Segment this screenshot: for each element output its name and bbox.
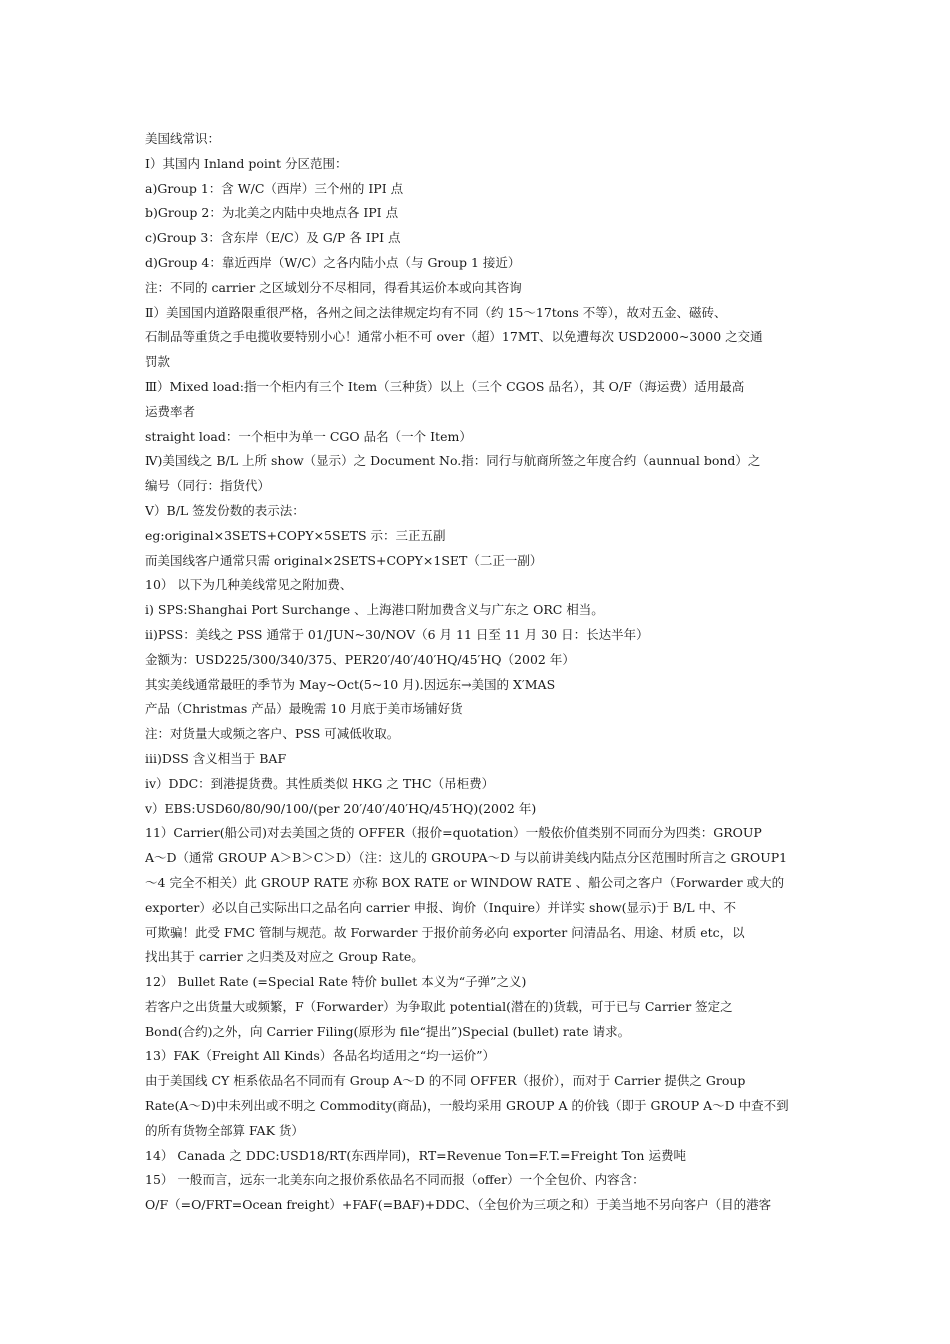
text-line: 12） Bullet Rate (=Special Rate 特价 bullet 本义为“子弹”之义) xyxy=(145,974,527,990)
text-line: ⅴ）EBS:USD60/80/90/100/(per 20′/40′/40′HQ/45′HQ)(2002 年) xyxy=(145,800,537,816)
text-line: 找出其于 carrier 之归类及对应之 Group Rate。 xyxy=(145,949,424,965)
text-line: A～D（通常 GROUP A＞B＞C＞D）（注：这儿的 GROUPA～D 与以前讲美线内陆点分区范围时所言之 GROUP1 xyxy=(145,850,788,866)
text-line: a)Group 1：含 W/C（西岸）三个州的 IPI 点 xyxy=(145,180,404,196)
text-line: 11）Carrier(船公司)对去美国之货的 OFFER（报价=quotation）一般依价值类别不同而分为四类：GROUP xyxy=(145,825,762,841)
text-line: 美国线常识： xyxy=(145,131,221,146)
text-line: Ⅱ）美国国内道路限重很严格，各州之间之法律规定均有不同（约 15～17tons 不等），故对五金、磁砖、 xyxy=(145,304,727,320)
text-line: ⅳ）DDC：到港提货费。其性质类似 HKG 之 THC（吊柜费） xyxy=(145,775,495,791)
text-line: 15） 一般而言，远东一北美东向之报价系依品名不同而报（offer）一个全包价、内容含： xyxy=(145,1172,645,1188)
text-line: straight load：一个柜中为单一 CGO 品名（一个 Item） xyxy=(145,428,472,444)
text-line: c)Group 3：含东岸（E/C）及 G/P 各 IPI 点 xyxy=(145,230,401,246)
text-line: 10） 以下为几种美线常见之附加费、 xyxy=(145,577,353,593)
text-line: 罚款 xyxy=(145,354,171,370)
text-line: Ⅲ）Mixed load:指一个柜内有三个 Item（三种货）以上（三个 CGOS 品名），其 O/F（海运费）适用最高 xyxy=(145,378,745,394)
text-line: Ⅴ）B/L 签发份数的表示法： xyxy=(145,502,305,518)
text-line: 13）FAK（Freight All Kinds）各品名均适用之“均一运价”） xyxy=(145,1048,496,1064)
text-line: Bond(合约)之外，向 Carrier Filing(原形为 file“提出”)Special (bullet) rate 请求。 xyxy=(145,1023,631,1039)
text-line: 注：不同的 carrier 之区域划分不尽相同，得看其运价本或向其咨询 xyxy=(145,279,522,295)
document-body xyxy=(145,127,810,1218)
text-line: 注：对货量大或频之客户、PSS 可减低收取。 xyxy=(145,726,400,742)
text-line: eg:original×3SETS+COPY×5SETS 示：三正五副 xyxy=(145,527,446,543)
text-line: 石制品等重货之手电揽收要特别小心！通常小柜不可 over（超）17MT、以免遭每次 USD2000~3000 之交通 xyxy=(145,329,763,345)
text-line: 运费率者 xyxy=(145,403,196,419)
text-line: d)Group 4：靠近西岸（W/C）之各内陆小点（与 Group 1 接近） xyxy=(145,254,521,270)
text-line: i) SPS:Shanghai Port Surchange 、上海港口附加费含义与广东之 ORC 相当。 xyxy=(145,602,604,618)
text-line: 金额为：USD225/300/340/375、PER20′/40′/40′HQ/45′HQ（2002 年） xyxy=(145,651,575,667)
text-line: 若客户之出货量大或频繁，F（Forwarder）为争取此 potential(潜在的)货载，可于已与 Carrier 签定之 xyxy=(145,998,733,1014)
text-line: 其实美线通常最旺的季节为 May~Oct(5~10 月).因远东→美国的 X′MAS xyxy=(145,676,556,692)
text-line: ～4 完全不相关）此 GROUP RATE 亦称 BOX RATE or WINDOW RATE 、船公司之客户（Forwarder 或大的 xyxy=(145,874,785,890)
text-line: Rate(A～D)中未列出或不明之 Commodity(商品)，一般均采用 GROUP A 的价钱（即于 GROUP A～D 中查不到 xyxy=(145,1098,789,1114)
text-line: 14） Canada 之 DDC:USD18/RT(东西岸同)，RT=Revenue Ton=F.T.=Freight Ton 运费吨 xyxy=(145,1147,686,1163)
text-line: ii)PSS：美线之 PSS 通常于 01/JUN~30/NOV（6 月 11 日至 11 月 30 日：长达半年） xyxy=(145,626,649,642)
text-line: Ⅳ)美国线之 B/L 上所 show（显示）之 Document No.指：同行与航商所签之年度合约（aunnual bond）之 xyxy=(145,453,761,469)
text-line: exporter）必以自己实际出口之品名向 carrier 申报、询价（Inquire）并详实 show(显示)于 B/L 中、不 xyxy=(145,899,737,915)
text-line: 可欺骗！此受 FMC 管制与规范。故 Forwarder 于报价前务必向 exporter 问清品名、用途、材质 etc，以 xyxy=(145,924,745,940)
text-line: iii)DSS 含义相当于 BAF xyxy=(145,750,287,766)
text-line: 编号（同行：指货代） xyxy=(145,478,271,494)
text-line: Ⅰ）其国内 Inland point 分区范围： xyxy=(145,155,348,171)
text-line: O/F（=O/FRT=Ocean freight）+FAF(=BAF)+DDC、（全包价为三项之和）于美当地不另向客户（目的港客 xyxy=(145,1197,772,1213)
text-line: 产品（Christmas 产品）最晚需 10 月底于美市场铺好货 xyxy=(145,701,463,717)
text-line: 的所有货物全部算 FAK 货） xyxy=(145,1122,304,1138)
text-line: 而美国线客户通常只需 original×2SETS+COPY×1SET（二正一副） xyxy=(145,552,543,568)
text-line: 由于美国线 CY 柜系依品名不同而有 Group A～D 的不同 OFFER（报价），而对于 Carrier 提供之 Group xyxy=(145,1073,746,1089)
text-line: b)Group 2：为北美之内陆中央地点各 IPI 点 xyxy=(145,205,399,221)
